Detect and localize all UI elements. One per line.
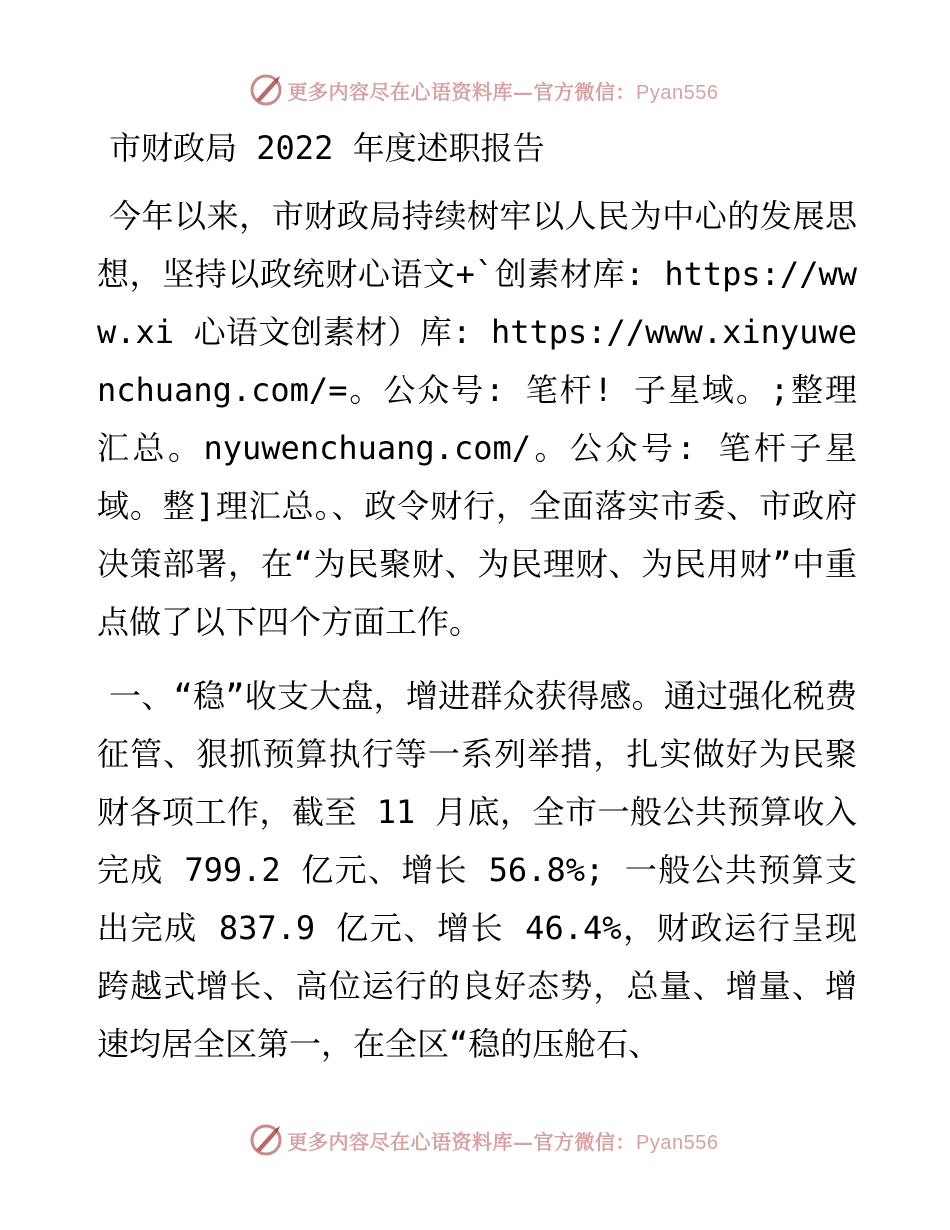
watermark-wechat-id: Pyan556 [636, 1131, 719, 1154]
watermark-text-cn: 更多内容尽在心语资料库—官方微信： [287, 79, 637, 104]
paragraph-section-one: 一、“稳”收支大盘，增进群众获得感。通过强化税费征管、狠抓预算执行等一系列举措，扎实做好为民聚财各项工作，截至 11 月底，全市一般公共预算收入完成 799.2 亿元、增长 56.8%; 一般公共预算支出完成 837.9 亿元、增长 46.4%，财政运行呈现跨越式增长、高位运行的良好态势，总量、增量、增速均居全区第一，在全区“稳的压舱石、 [97, 677, 857, 1063]
document-title: 市财政局 2022 年度述职报告 [109, 129, 545, 167]
watermark-text [288, 1126, 719, 1155]
watermark-wechat-id: Pyan556 [636, 81, 719, 104]
footer-watermark-banner [0, 1120, 950, 1160]
watermark-text [288, 76, 719, 105]
watermark-text-cn: 更多内容尽在心语资料库—官方微信： [287, 1129, 637, 1154]
quill-logo-icon [248, 1122, 284, 1158]
watermark-content [248, 72, 719, 108]
quill-logo-icon [248, 72, 284, 108]
paragraph-intro: 今年以来，市财政局持续树牢以人民为中心的发展思想，坚持以政统财心语文+`创素材库: https://www.xi 心语文创素材）库: https://www.xinyuwenchuang.com/=。公众号: 笔杆! 子星域。;整理汇总。nyuwenchuang.com/。公众号: 笔杆子星域。整]理汇总。、政令财行，全面落实市委、市政府决策部署，在“为民聚财、为民理财、为民用财”中重点做了以下四个方面工作。 [97, 197, 857, 641]
header-watermark-banner [0, 70, 950, 110]
document-body [97, 123, 857, 1073]
watermark-content [248, 1122, 719, 1158]
